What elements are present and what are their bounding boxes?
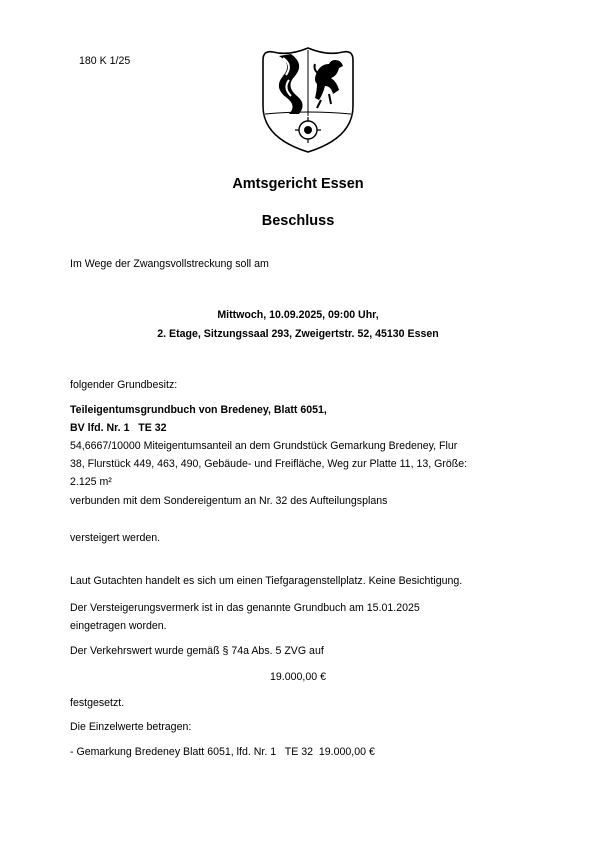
property-description-line: 38, Flurstück 449, 463, 490, Gebäude- und Freifläche, Weg zur Platte 11, 13, Größe:	[70, 458, 468, 470]
appointment-location: 2. Etage, Sitzungssaal 293, Zweigertstr. 52, 45130 Essen	[157, 328, 439, 340]
value-intro: Der Verkehrswert wurde gemäß § 74a Abs. 5 ZVG auf	[70, 645, 324, 657]
case-number: 180 K 1/25	[79, 55, 131, 67]
individual-value-item: - Gemarkung Bredeney Blatt 6051, lfd. Nr. 1 TE 32 19.000,00 €	[70, 746, 375, 758]
property-description-line: verbunden mit dem Sondereigentum an Nr. 32 des Aufteilungsplans	[70, 495, 388, 507]
individual-values-intro: Die Einzelwerte betragen:	[70, 721, 192, 733]
document-title: Beschluss	[261, 213, 335, 229]
property-description-line: 2.125 m²	[70, 476, 112, 488]
intro-text: Im Wege der Zwangsvollstreckung soll am	[70, 258, 269, 270]
court-name: Amtsgericht Essen	[232, 176, 364, 192]
coat-of-arms-icon	[259, 46, 357, 154]
auction-text: versteigert werden.	[70, 532, 161, 544]
value-outro: festgesetzt.	[70, 697, 125, 709]
property-entry: BV lfd. Nr. 1 TE 32	[70, 422, 167, 434]
registration-note: Der Versteigerungsvermerk ist in das genannte Grundbuch am 15.01.2025	[70, 602, 420, 614]
property-description-line: 54,6667/10000 Miteigentumsanteil an dem Grundstück Gemarkung Bredeney, Flur	[70, 440, 458, 452]
registration-note-cont: eingetragen worden.	[70, 620, 167, 632]
property-intro: folgender Grundbesitz:	[70, 379, 178, 391]
appraisal-note: Laut Gutachten handelt es sich um einen Tiefgaragenstellplatz. Keine Besichtigung.	[70, 575, 463, 587]
market-value: 19.000,00 €	[270, 671, 326, 683]
property-register: Teileigentumsgrundbuch von Bredeney, Blatt 6051,	[70, 404, 327, 416]
appointment-date: Mittwoch, 10.09.2025, 09:00 Uhr,	[217, 309, 379, 321]
